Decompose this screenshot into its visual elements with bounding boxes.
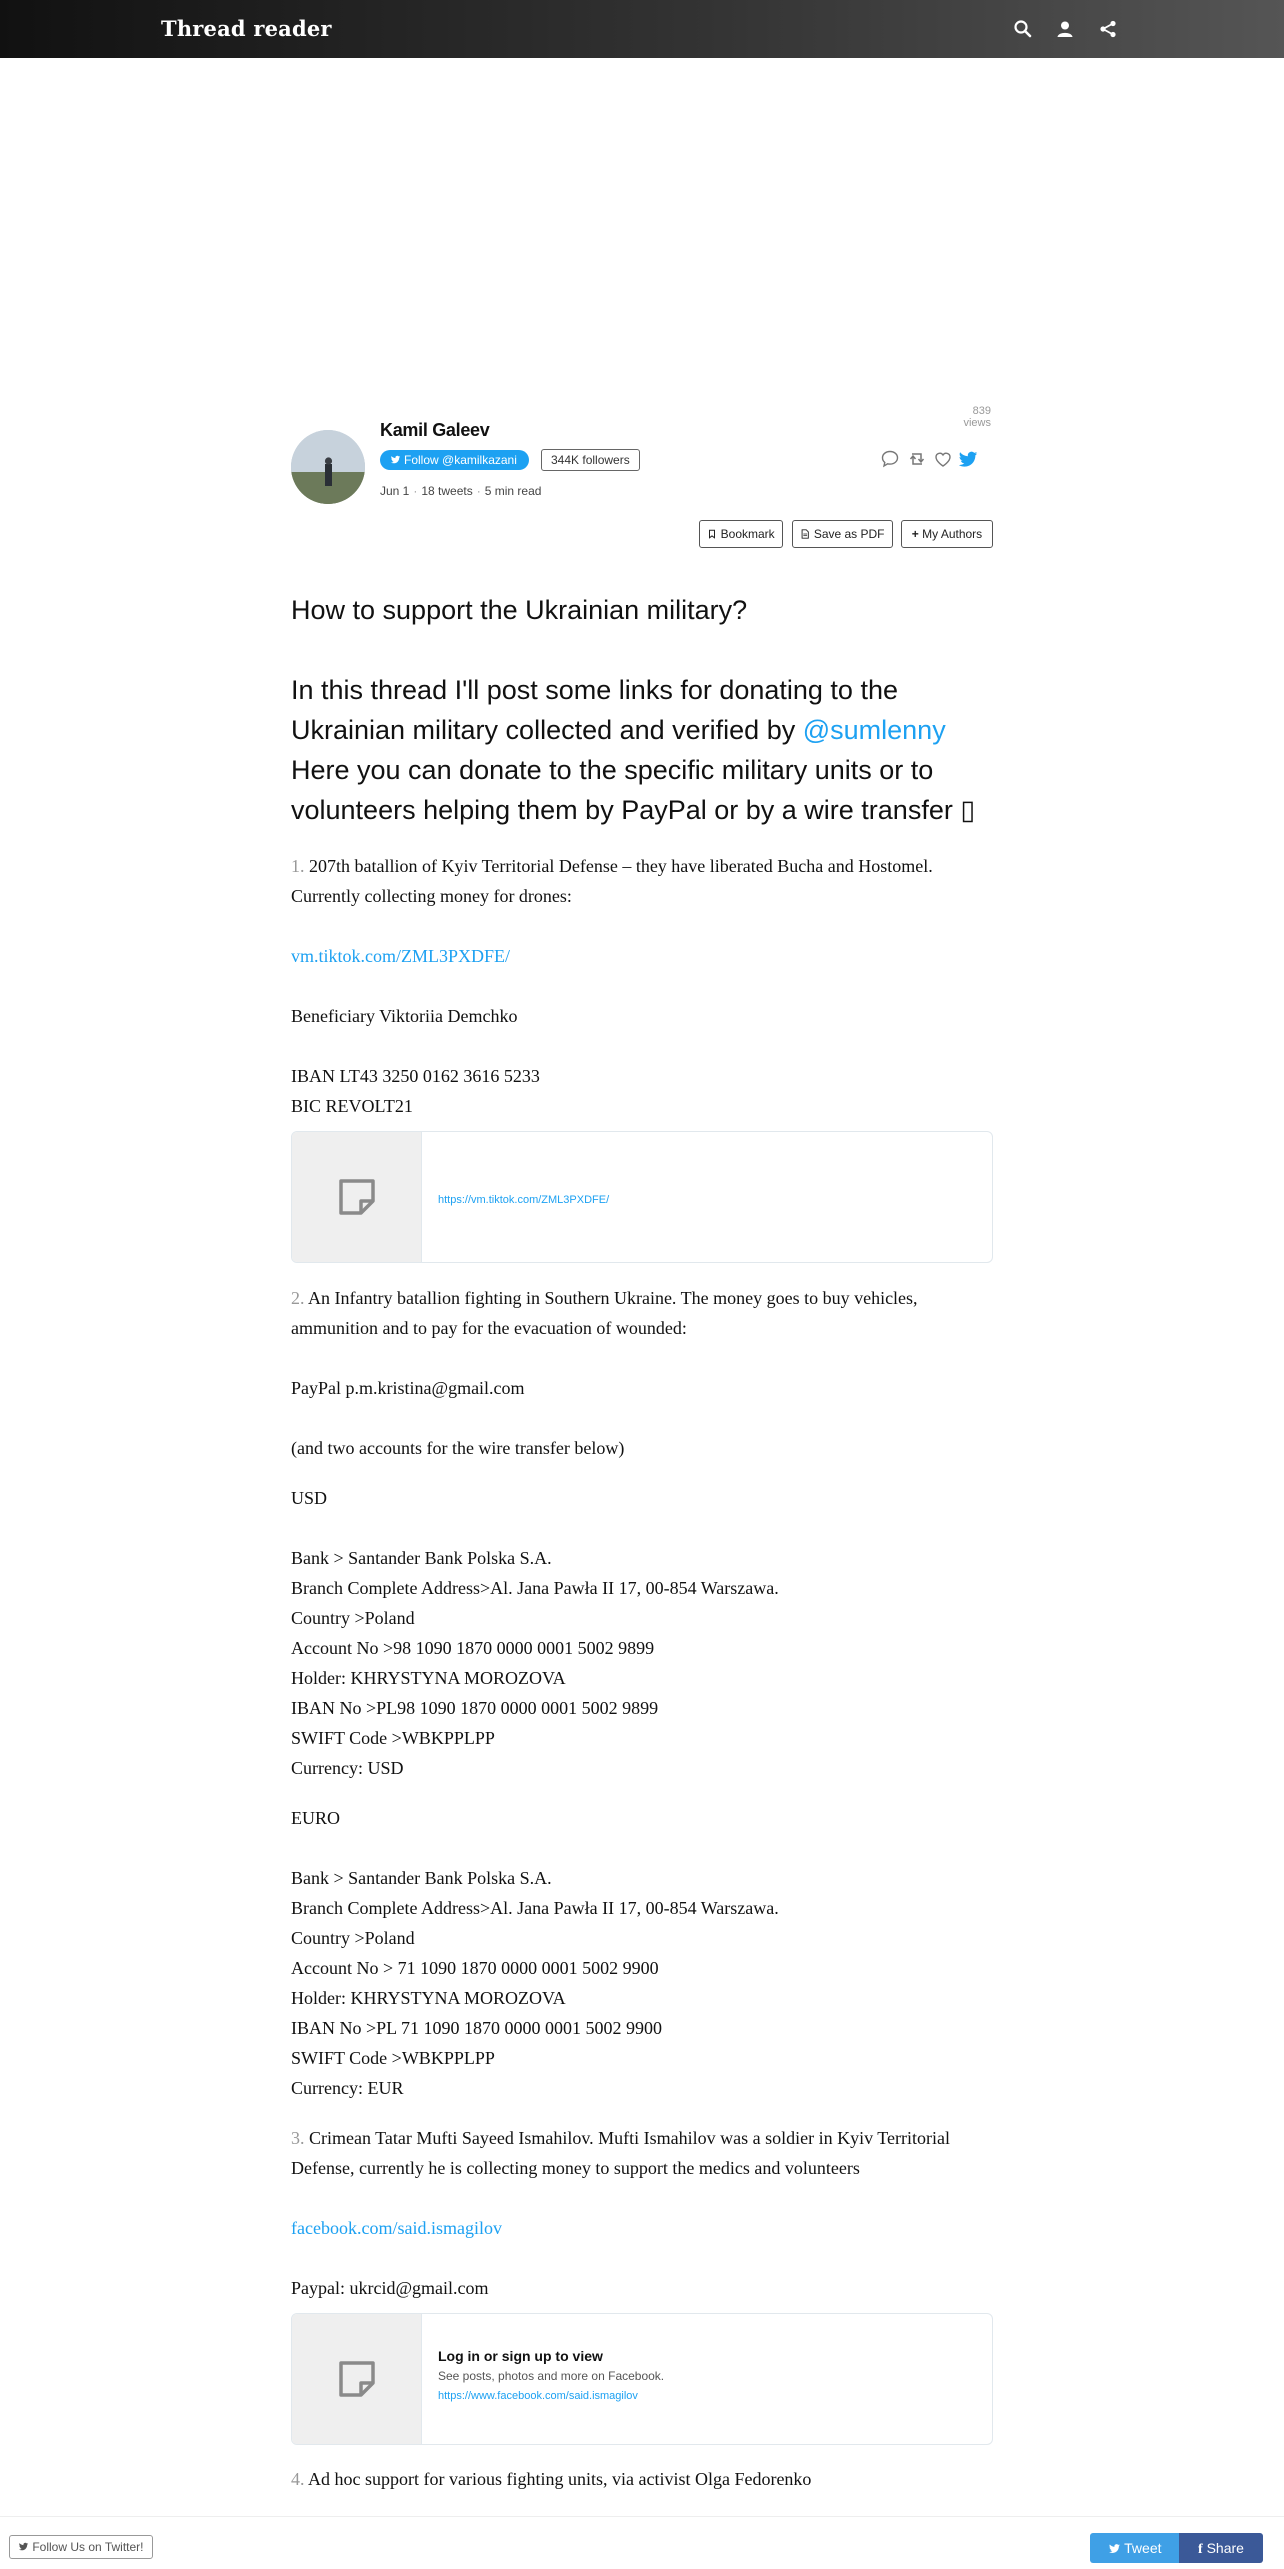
thread-date: Jun 1 (380, 484, 410, 498)
tweet-2 (291, 1283, 996, 1343)
bic-line: BIC REVOLT21 (291, 1096, 413, 1116)
note-icon (335, 1175, 379, 1219)
link-preview-card[interactable] (291, 2313, 993, 2445)
read-time: 5 min read (484, 484, 542, 498)
twitter-bird-icon (390, 454, 401, 465)
like-heart-icon[interactable] (932, 448, 954, 470)
thread-intro (291, 670, 996, 830)
avatar[interactable] (291, 430, 365, 504)
tweet-3-link-row (291, 2213, 996, 2243)
paypal-line: Paypal: ukrcid@gmail.com (291, 2278, 489, 2298)
euro-line: IBAN No >PL 71 1090 1870 0000 0001 5002 9900 (291, 2018, 662, 2038)
bottom-bar (0, 2516, 1284, 2569)
follow-us-label: Follow Us on Twitter! (32, 2540, 144, 2554)
tweet-1-link-row (291, 941, 996, 971)
tweet-number: 1. (291, 856, 305, 876)
share-label: Share (1206, 2540, 1244, 2556)
bookmark-label: Bookmark (720, 527, 775, 541)
euro-line: Country >Poland (291, 1928, 415, 1948)
tweet-number: 3. (291, 2128, 305, 2148)
reply-icon[interactable] (879, 448, 901, 470)
user-icon[interactable] (1053, 17, 1077, 41)
twitter-bird-icon (1108, 2542, 1121, 2555)
usd-line: Branch Complete Address>Al. Jana Pawła II 17, 00-854 Warszawa. (291, 1578, 779, 1598)
tweet-number: 2. (291, 1288, 305, 1308)
tweet-text: An Infantry batallion fighting in Southern Ukraine. The money goes to buy vehicles, ammunition and to pay for the evacuation of wounded: (291, 1288, 918, 1338)
euro-line: SWIFT Code >WBKPPLPP (291, 2048, 495, 2068)
euro-heading: EURO (291, 1808, 340, 1828)
retweet-icon[interactable] (906, 448, 928, 470)
card-url[interactable]: https://www.facebook.com/said.ismagilov (438, 2390, 638, 2402)
card-thumbnail (292, 2314, 422, 2444)
tweet-1 (291, 851, 996, 911)
facebook-share-button[interactable] (1179, 2533, 1263, 2563)
save-pdf-button[interactable] (792, 520, 893, 548)
tweet-text: Ad hoc support for various fighting units, via activist Olga Fedorenko (308, 2469, 812, 2489)
intro-text-2: Here you can donate to the specific military units or to volunteers helping them by PayPal or by a wire transfer ▯ (291, 755, 976, 825)
usd-line: Country >Poland (291, 1608, 415, 1628)
author-name[interactable]: Kamil Galeev (380, 420, 490, 440)
facebook-icon: f (1198, 2542, 1203, 2557)
usd-line: Currency: USD (291, 1758, 404, 1778)
my-authors-button[interactable] (901, 520, 993, 548)
view-count: 839 views (963, 405, 991, 429)
twitter-icon[interactable] (957, 448, 979, 470)
tweet-4 (291, 2464, 996, 2494)
thread-meta: Jun 1 · 18 tweets · 5 min read (380, 484, 542, 498)
follow-label: Follow @kamilkazani (404, 453, 517, 467)
note-icon (335, 2357, 379, 2401)
usd-line: Holder: KHRYSTYNA MOROZOVA (291, 1668, 566, 1688)
share-icon[interactable] (1096, 17, 1120, 41)
beneficiary-line: Beneficiary Viktoriia Demchko (291, 1006, 518, 1026)
paypal-line: PayPal p.m.kristina@gmail.com (291, 1378, 525, 1398)
tweet-text: 207th batallion of Kyiv Territorial Defense – they have liberated Bucha and Hostomel. Currently collecting money for drones: (291, 856, 933, 906)
intro-text: In this thread I'll post some links for donating to the Ukrainian military collected and verified by (291, 675, 898, 745)
file-pdf-icon (800, 529, 810, 539)
card-thumbnail (292, 1132, 422, 1262)
usd-line: SWIFT Code >WBKPPLPP (291, 1728, 495, 1748)
tweet-label: Tweet (1124, 2540, 1162, 2556)
save-pdf-label: Save as PDF (813, 527, 885, 541)
bookmark-button[interactable] (699, 520, 783, 548)
usd-line: IBAN No >PL98 1090 1870 0000 0001 5002 9899 (291, 1698, 659, 1718)
twitter-bird-icon (18, 2541, 29, 2552)
card-description: See posts, photos and more on Facebook. (438, 2369, 665, 2383)
link-preview-card[interactable] (291, 1131, 993, 1263)
plus-icon: + (911, 527, 919, 541)
mention-link[interactable]: @sumlenny (802, 715, 946, 745)
euro-line: Holder: KHRYSTYNA MOROZOVA (291, 1988, 566, 2008)
usd-line: Account No >98 1090 1870 0000 0001 5002 9899 (291, 1638, 655, 1658)
tiktok-link[interactable]: vm.tiktok.com/ZML3PXDFE/ (291, 946, 511, 966)
usd-line: Bank > Santander Bank Polska S.A. (291, 1548, 552, 1568)
my-authors-label: My Authors (922, 527, 983, 541)
euro-line: Branch Complete Address>Al. Jana Pawła II 17, 00-854 Warszawa. (291, 1898, 779, 1918)
card-title: Log in or sign up to view (438, 2348, 603, 2364)
follow-us-button[interactable] (9, 2535, 153, 2559)
site-logo[interactable]: Thread reader (161, 16, 332, 41)
bookmark-icon (707, 529, 717, 539)
wire-note: (and two accounts for the wire transfer below) (291, 1438, 625, 1458)
tweet-button[interactable] (1090, 2533, 1179, 2563)
tweet-count: 18 tweets (421, 484, 473, 498)
facebook-link[interactable]: facebook.com/said.ismagilov (291, 2218, 502, 2238)
usd-heading: USD (291, 1488, 328, 1508)
thread-title: How to support the Ukrainian military? (291, 595, 748, 625)
iban-line: IBAN LT43 3250 0162 3616 5233 (291, 1066, 540, 1086)
follow-button[interactable] (380, 450, 529, 470)
top-navbar (0, 0, 1284, 58)
euro-line: Bank > Santander Bank Polska S.A. (291, 1868, 552, 1888)
tweet-text: Crimean Tatar Mufti Sayeed Ismahilov. Mufti Ismahilov was a soldier in Kyiv Territorial Defense, currently he is collecting money to support the medics and volunteers (291, 2128, 951, 2178)
search-icon[interactable] (1011, 17, 1035, 41)
followers-count[interactable]: 344K followers (541, 449, 640, 471)
euro-line: Currency: EUR (291, 2078, 404, 2098)
tweet-number: 4. (291, 2469, 305, 2489)
euro-line: Account No > 71 1090 1870 0000 0001 5002 9900 (291, 1958, 659, 1978)
card-url[interactable]: https://vm.tiktok.com/ZML3PXDFE/ (438, 1194, 610, 1206)
tweet-3 (291, 2123, 996, 2183)
